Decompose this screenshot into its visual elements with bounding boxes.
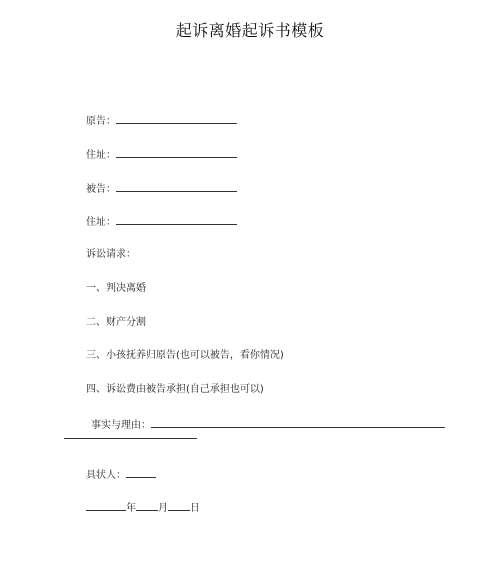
defendant-label: 被告： [86, 184, 116, 195]
date-day-label: 日 [190, 503, 200, 514]
facts-label: 事实与理由： [91, 420, 151, 431]
plaintiff-line [86, 113, 237, 129]
year-blank [86, 500, 126, 511]
signer-blank [126, 467, 156, 478]
defendant-address-line [86, 214, 237, 230]
date-year-label: 年 [126, 503, 136, 514]
claim-item-2: 二、财产分割 [86, 317, 146, 328]
defendant-blank [116, 181, 237, 192]
defendant-address-blank [116, 214, 237, 225]
claims-heading: 诉讼请求： [86, 249, 136, 260]
defendant-line [86, 181, 237, 197]
signer-label: 具状人： [86, 470, 126, 481]
document-title: 起诉离婚起诉书模板 [175, 21, 325, 40]
date-month-label: 月 [158, 503, 168, 514]
facts-line [91, 417, 445, 433]
signer-line [86, 467, 156, 483]
month-blank [136, 500, 158, 511]
claim-item-1: 一、判决离婚 [86, 283, 146, 294]
facts-blank [151, 417, 445, 428]
plaintiff-address-label: 住址： [86, 150, 116, 161]
defendant-address-label: 住址： [86, 217, 116, 228]
facts-blank-continued [64, 438, 197, 439]
claim-item-4: 四、诉讼费由被告承担(自己承担也可以) [86, 384, 264, 395]
plaintiff-blank [116, 113, 237, 124]
plaintiff-address-line [86, 147, 237, 163]
plaintiff-address-blank [116, 147, 237, 158]
plaintiff-label: 原告： [86, 116, 116, 127]
date-line [86, 500, 200, 516]
day-blank [168, 500, 190, 511]
claim-item-3: 三、小孩抚养归原告(也可以被告，看你情况) [86, 350, 284, 361]
